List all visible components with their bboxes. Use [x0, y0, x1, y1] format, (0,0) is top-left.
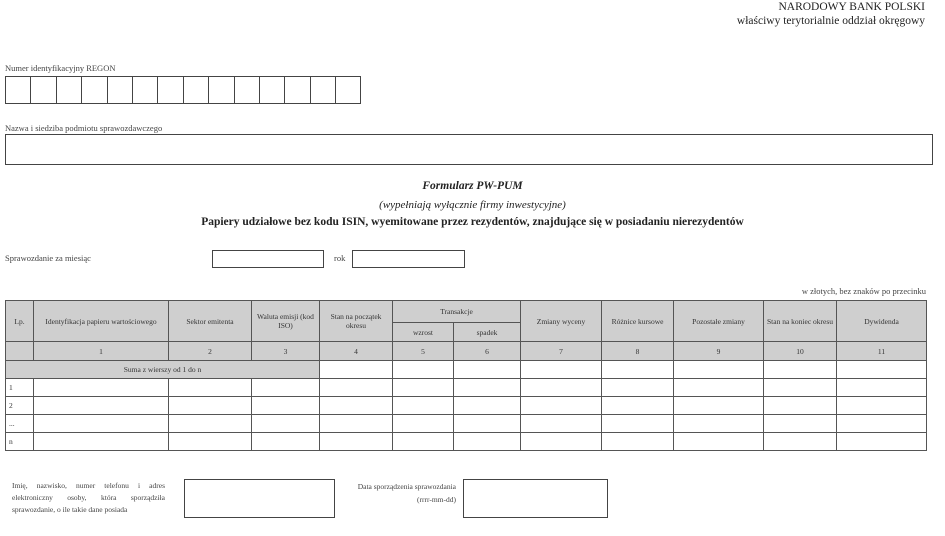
data-cell[interactable]	[602, 433, 674, 451]
data-cell[interactable]	[393, 415, 454, 433]
regon-boxes[interactable]	[5, 76, 361, 104]
regon-digit-box[interactable]	[6, 77, 31, 103]
row-number: 2	[6, 397, 34, 415]
month-label: Sprawozdanie za miesiąc	[5, 253, 91, 263]
sum-value-cell[interactable]	[674, 361, 764, 379]
column-number: 9	[674, 342, 764, 361]
date-field[interactable]	[463, 479, 608, 518]
regon-digit-box[interactable]	[158, 77, 183, 103]
column-number	[6, 342, 34, 361]
table-row	[6, 415, 927, 433]
data-cell[interactable]	[521, 433, 602, 451]
column-header: Stan na koniec okresu	[764, 301, 837, 342]
column-number: 2	[169, 342, 252, 361]
data-cell[interactable]	[602, 379, 674, 397]
row-number: n	[6, 433, 34, 451]
column-header: Identyfikacja papieru wartościowego	[34, 301, 169, 342]
year-label: rok	[334, 253, 346, 263]
month-field[interactable]	[212, 250, 324, 268]
regon-digit-box[interactable]	[133, 77, 158, 103]
data-cell[interactable]	[34, 397, 169, 415]
regon-digit-box[interactable]	[311, 77, 336, 103]
column-subheader: wzrost	[393, 323, 454, 342]
form-subtitle: (wypełniają wyłącznie firmy inwestycyjne)	[379, 199, 566, 211]
form-title: Formularz PW-PUM	[422, 180, 523, 192]
column-number: 3	[252, 342, 320, 361]
data-cell[interactable]	[764, 415, 837, 433]
issuer-header	[737, 0, 925, 28]
regon-digit-box[interactable]	[82, 77, 107, 103]
data-cell[interactable]	[320, 433, 393, 451]
data-cell[interactable]	[169, 433, 252, 451]
sum-value-cell[interactable]	[764, 361, 837, 379]
regon-digit-box[interactable]	[31, 77, 56, 103]
year-field[interactable]	[352, 250, 465, 268]
sum-row	[6, 361, 927, 379]
form-heading: Papiery udziałowe bez kodu ISIN, wyemitowane przez rezydentów, znajdujące się w posiadaniu nierezydentów	[201, 216, 744, 228]
regon-digit-box[interactable]	[235, 77, 260, 103]
data-cell[interactable]	[320, 415, 393, 433]
column-number: 4	[320, 342, 393, 361]
data-cell[interactable]	[252, 397, 320, 415]
sum-value-cell[interactable]	[393, 361, 454, 379]
column-header: Lp.	[6, 301, 34, 342]
column-number: 5	[393, 342, 454, 361]
data-cell[interactable]	[764, 433, 837, 451]
issuer-branch: właściwy terytorialnie oddział okręgowy	[736, 15, 925, 27]
regon-digit-box[interactable]	[260, 77, 285, 103]
data-cell[interactable]	[252, 415, 320, 433]
data-cell[interactable]	[252, 433, 320, 451]
data-cell[interactable]	[393, 397, 454, 415]
data-cell[interactable]	[764, 397, 837, 415]
table-row	[6, 433, 927, 451]
data-cell[interactable]	[169, 415, 252, 433]
sum-value-cell[interactable]	[521, 361, 602, 379]
data-cell[interactable]	[674, 397, 764, 415]
sum-label: Suma z wierszy od 1 do n	[6, 361, 320, 379]
column-number: 11	[837, 342, 927, 361]
data-cell[interactable]	[320, 379, 393, 397]
row-number: 1	[6, 379, 34, 397]
regon-digit-box[interactable]	[57, 77, 82, 103]
entity-label: Nazwa i siedziba podmiotu sprawozdawczego	[5, 123, 163, 133]
column-number: 10	[764, 342, 837, 361]
data-cell[interactable]	[521, 379, 602, 397]
regon-digit-box[interactable]	[184, 77, 209, 103]
column-header: Dywidenda	[837, 301, 927, 342]
data-cell[interactable]	[34, 433, 169, 451]
table-row	[6, 397, 927, 415]
data-cell[interactable]	[602, 397, 674, 415]
data-cell[interactable]	[252, 379, 320, 397]
data-cell[interactable]	[34, 379, 169, 397]
data-cell[interactable]	[837, 433, 927, 451]
units-note: w złotych, bez znaków po przecinku	[801, 286, 926, 296]
data-cell[interactable]	[454, 379, 521, 397]
regon-digit-box[interactable]	[209, 77, 234, 103]
data-cell[interactable]	[454, 415, 521, 433]
data-cell[interactable]	[674, 433, 764, 451]
column-header: Stan na początek okresu	[320, 301, 393, 342]
column-header: Sektor emitenta	[169, 301, 252, 342]
data-cell[interactable]	[837, 415, 927, 433]
regon-digit-box[interactable]	[336, 77, 361, 103]
data-cell[interactable]	[837, 397, 927, 415]
row-number: ...	[6, 415, 34, 433]
data-cell[interactable]	[169, 379, 252, 397]
column-header: Zmiany wyceny	[521, 301, 602, 342]
column-subheader: spadek	[454, 323, 521, 342]
entity-field[interactable]	[5, 134, 933, 165]
contact-field[interactable]	[184, 479, 335, 518]
data-cell[interactable]	[521, 415, 602, 433]
data-cell[interactable]	[320, 397, 393, 415]
column-number: 8	[602, 342, 674, 361]
data-cell[interactable]	[454, 397, 521, 415]
data-cell[interactable]	[393, 379, 454, 397]
sum-value-cell[interactable]	[602, 361, 674, 379]
table-row	[6, 379, 927, 397]
regon-label: Numer identyfikacyjny REGON	[5, 63, 116, 73]
data-table	[5, 300, 927, 451]
header-row	[6, 301, 927, 323]
data-cell[interactable]	[602, 415, 674, 433]
data-cell[interactable]	[34, 415, 169, 433]
date-label: Data sporządzenia sprawozdania	[357, 482, 456, 491]
data-cell[interactable]	[521, 397, 602, 415]
data-cell[interactable]	[454, 433, 521, 451]
column-number: 1	[34, 342, 169, 361]
data-cell[interactable]	[837, 379, 927, 397]
regon-digit-box[interactable]	[285, 77, 310, 103]
column-number-row	[6, 342, 927, 361]
column-number: 6	[454, 342, 521, 361]
data-cell[interactable]	[674, 415, 764, 433]
sum-value-cell[interactable]	[320, 361, 393, 379]
data-cell[interactable]	[674, 379, 764, 397]
data-cell[interactable]	[393, 433, 454, 451]
regon-digit-box[interactable]	[108, 77, 133, 103]
issuer-name: NARODOWY BANK POLSKI	[778, 1, 925, 13]
date-label-block	[340, 480, 456, 506]
sum-value-cell[interactable]	[454, 361, 521, 379]
contact-label: Imię, nazwisko, numer telefonu i adres elektroniczny osoby, która sporządziła sprawozdanie, o ile takie dane posiada	[12, 481, 165, 514]
date-format: (rrrr-mm-dd)	[417, 495, 456, 504]
column-header: Waluta emisji (kod ISO)	[252, 301, 320, 342]
data-cell[interactable]	[169, 397, 252, 415]
sum-value-cell[interactable]	[837, 361, 927, 379]
column-number: 7	[521, 342, 602, 361]
data-cell[interactable]	[764, 379, 837, 397]
column-header: Transakcje	[393, 301, 521, 323]
column-header: Pozostałe zmiany	[674, 301, 764, 342]
column-header: Różnice kursowe	[602, 301, 674, 342]
